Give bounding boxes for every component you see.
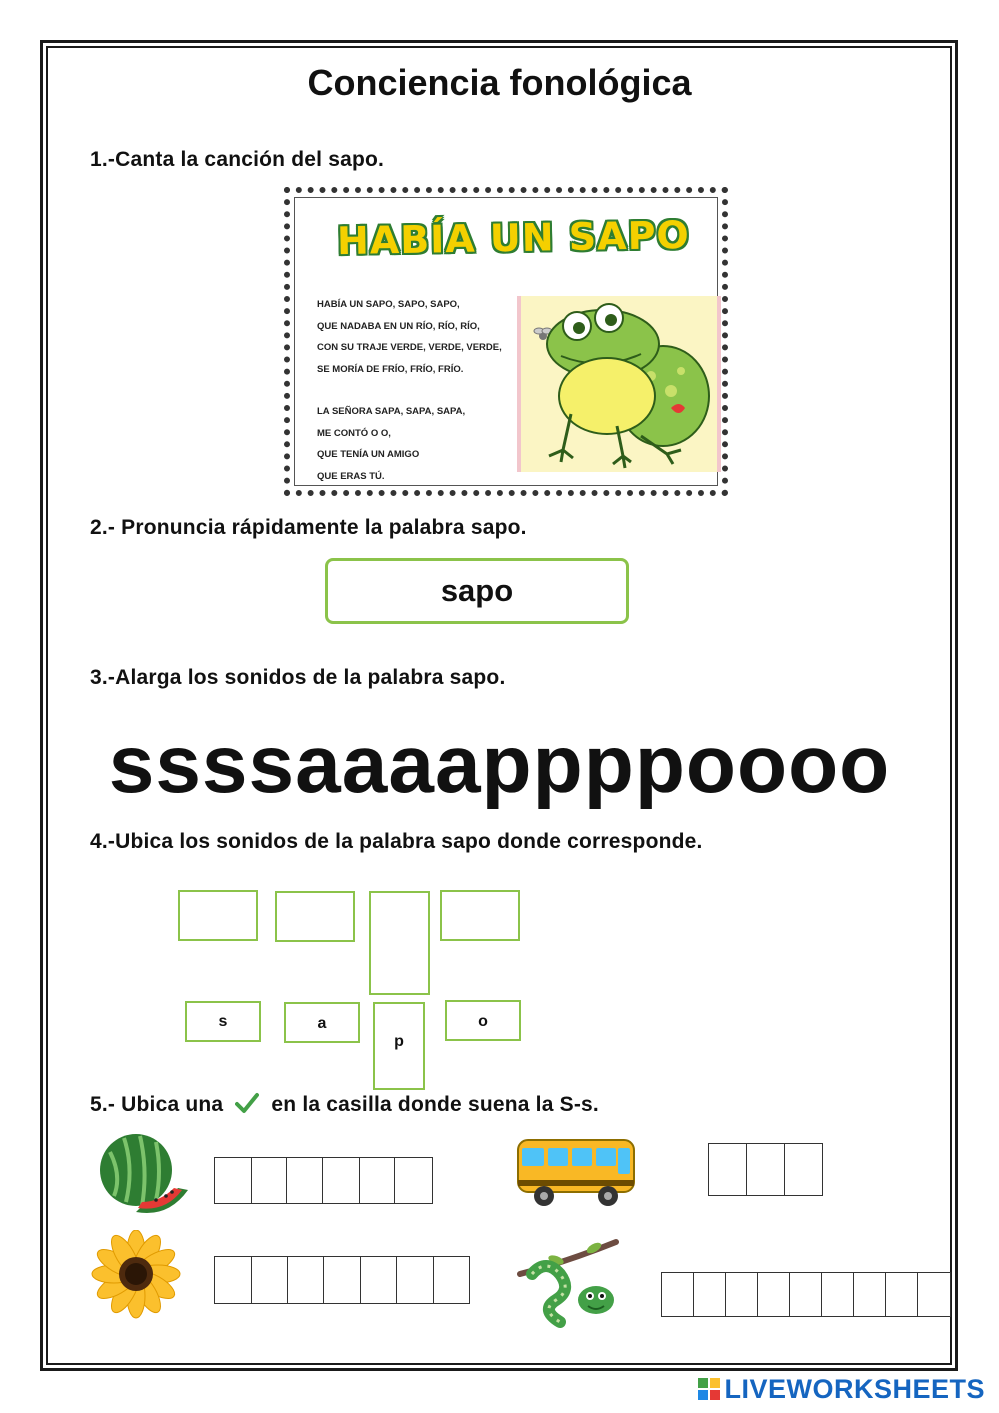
answer-cell[interactable] [918,1273,950,1316]
answer-cell[interactable] [215,1158,252,1203]
answer-cells-bus[interactable] [708,1143,823,1196]
song-title: HABÍA UN SAPO [336,212,691,264]
answer-cell[interactable] [790,1273,822,1316]
question-4: 4.-Ubica los sonidos de la palabra sapo donde corresponde. [90,830,703,853]
answer-cell[interactable] [287,1158,323,1203]
answer-cell[interactable] [785,1144,822,1195]
snake-icon [516,1238,620,1335]
drop-slot-4[interactable] [440,890,520,941]
drop-slot-3[interactable] [369,891,430,995]
question-1: 1.-Canta la canción del sapo. [90,148,385,171]
answer-cells-watermelon[interactable] [214,1157,433,1204]
check-icon [235,1092,259,1114]
song-line: SE MORÍA DE FRÍO, FRÍO, FRÍO. [317,363,464,375]
answer-cell[interactable] [662,1273,694,1316]
elongated-word: ssssaaaappppoooo [108,719,891,810]
song-line: HABÍA UN SAPO, SAPO, SAPO, [317,299,460,310]
answer-cells-sunflower[interactable] [214,1256,470,1304]
song-line: QUE NADABA EN UN RÍO, RÍO, RÍO, [317,320,480,332]
drop-slot-1[interactable] [178,890,258,941]
question-3: 3.-Alarga los sonidos de la palabra sapo. [90,666,506,689]
question-5 [90,1092,599,1117]
answer-cell[interactable] [252,1257,288,1303]
song-line: QUE TENÍA UN AMIGO [317,449,420,460]
answer-cell[interactable] [758,1273,790,1316]
letter-tile-p[interactable]: p [373,1002,425,1090]
liveworksheets-logo-icon [698,1378,720,1400]
answer-cell[interactable] [694,1273,726,1316]
song-poster [284,187,728,496]
answer-cell[interactable] [709,1144,747,1195]
answer-cell[interactable] [434,1257,469,1303]
answer-cell[interactable] [215,1257,252,1303]
song-line: ME CONTÓ O O, [317,427,391,439]
answer-cell[interactable] [252,1158,288,1203]
bus-icon [514,1136,638,1215]
answer-cell[interactable] [395,1158,432,1203]
song-line: QUE ERAS TÚ. [317,470,385,482]
question-5-text-end: en la casilla donde suena la S-s. [271,1093,599,1116]
answer-cell[interactable] [886,1273,918,1316]
answer-cell[interactable] [360,1158,396,1203]
answer-cells-snake[interactable] [661,1272,951,1317]
frog-illustration [517,296,721,472]
answer-cell[interactable] [361,1257,397,1303]
answer-cell[interactable] [324,1257,361,1303]
answer-cell[interactable] [323,1158,360,1203]
answer-cell[interactable] [854,1273,886,1316]
word-box-sapo: sapo [325,558,629,624]
page-title: Conciencia fonológica [307,62,692,103]
question-5-text-start: 5.- Ubica una [90,1093,224,1116]
question-2: 2.- Pronuncia rápidamente la palabra sapo. [90,516,527,539]
drop-slot-2[interactable] [275,891,355,942]
song-lyrics [317,294,502,487]
letter-tile-s[interactable]: s [185,1001,261,1042]
answer-cell[interactable] [747,1144,785,1195]
song-line: CON SU TRAJE VERDE, VERDE, VERDE, [317,342,502,353]
letter-tile-o[interactable]: o [445,1000,521,1041]
answer-cell[interactable] [726,1273,758,1316]
answer-cell[interactable] [822,1273,854,1316]
answer-cell[interactable] [397,1257,434,1303]
letter-tile-a[interactable]: a [284,1002,360,1043]
watermelon-icon [98,1132,190,1223]
song-line: LA SEÑORA SAPA, SAPA, SAPA, [317,406,466,417]
liveworksheets-label: LIVEWORKSHEETS [724,1374,985,1404]
liveworksheets-brand [698,1374,985,1405]
answer-cell[interactable] [288,1257,324,1303]
sunflower-icon [90,1230,182,1325]
